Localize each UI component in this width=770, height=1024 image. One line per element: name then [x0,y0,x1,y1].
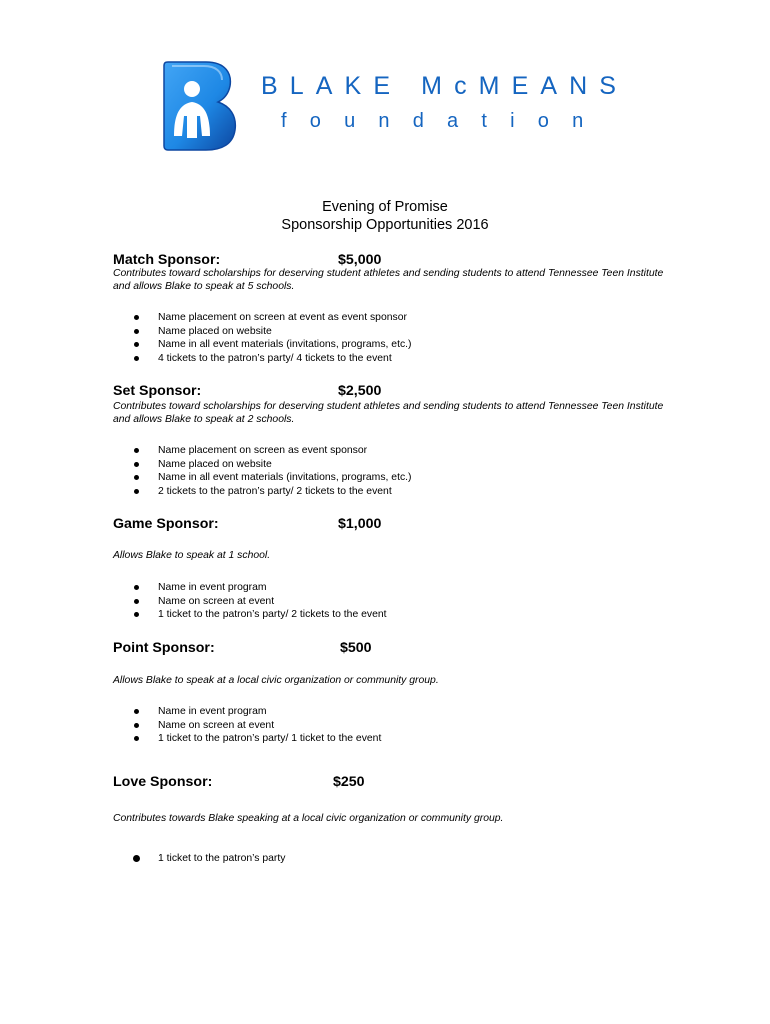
tier-description: Contributes towards Blake speaking at a local civic organization or community group. [113,813,504,824]
benefit-text: 4 tickets to the patron’s party/ 4 tickets to the event [158,352,392,364]
tier-benefits-list [113,444,412,498]
document-title: Evening of Promise [322,199,448,215]
brand-name: BLAKE McMEANS [261,72,629,100]
benefit-text: Name placed on website [158,325,272,337]
benefit-text: Name in all event materials (invitations, programs, etc.) [158,472,412,483]
tier-benefits-list [113,581,387,622]
benefit-text: Name on screen at event [158,719,275,731]
benefit-item [113,852,285,866]
benefit-text: 2 tickets to the patron’s party/ 2 tickets to the event [158,485,392,497]
tier-amount: $250 [333,774,365,790]
tier-amount: $1,000 [338,516,382,532]
document-subtitle: Sponsorship Opportunities 2016 [281,217,489,233]
benefit-item [113,458,412,472]
tier-benefits-list [113,705,381,746]
benefit-item [113,444,412,458]
bullet-icon [134,356,139,361]
brand-subtitle: foundation [281,110,607,132]
benefit-text: 1 ticket to the patron’s party [158,853,286,864]
bullet-icon [134,736,139,741]
benefit-item [113,608,387,622]
benefit-item [113,732,381,746]
benefit-text: 1 ticket to the patron’s party/ 2 tickets to the event [158,609,387,620]
bullet-icon [134,462,139,467]
benefit-item [113,581,387,595]
tier-description: Allows Blake to speak at a local civic organization or community group. [113,675,439,686]
tier-benefits-list [113,852,285,866]
bullet-icon [134,475,139,480]
bullet-icon [134,448,139,453]
benefit-text: Name placement on screen at event as event sponsor [158,312,407,323]
bullet-icon [134,329,139,334]
bullet-icon [134,342,139,347]
tier-name: Game Sponsor: [113,516,219,532]
benefit-text: Name in event program [158,582,267,593]
bullet-icon [134,585,139,590]
tier-amount: $5,000 [338,252,382,268]
benefit-text: Name in event program [158,706,267,717]
tier-amount: $500 [340,640,372,656]
tier-name: Set Sponsor: [113,383,202,399]
tier-name: Match Sponsor: [113,252,221,268]
foundation-logo [162,60,238,152]
benefit-item [113,352,412,366]
bullet-icon [134,612,139,617]
benefit-item [113,705,381,719]
benefit-item [113,471,412,485]
benefit-text: Name on screen at event [158,595,275,607]
benefit-item [113,719,381,733]
benefit-item [113,485,412,499]
benefit-text: Name placed on website [158,458,272,470]
tier-name: Love Sponsor: [113,774,213,790]
tier-benefits-list [113,311,412,365]
bullet-icon [134,489,139,494]
tier-description: Contributes toward scholarships for deserving student athletes and sending students to attend Tennessee Teen Institute and allows Blake to speak at 2 schools. [113,401,664,426]
tier-amount: $2,500 [338,383,382,399]
benefit-item [113,595,387,609]
tier-name: Point Sponsor: [113,640,215,656]
bullet-icon [134,709,139,714]
tier-description: Contributes toward scholarships for deserving student athletes and sending students to attend Tennessee Teen Institute and allows Blake to speak at 5 schools. [113,268,664,293]
bullet-icon [133,855,140,862]
benefit-text: Name in all event materials (invitations, programs, etc.) [158,339,412,350]
benefit-item [113,311,412,325]
bullet-icon [134,315,139,320]
bullet-icon [134,723,139,728]
bullet-icon [134,599,139,604]
benefit-item [113,325,412,339]
benefit-text: 1 ticket to the patron’s party/ 1 ticket to the event [158,733,382,744]
benefit-item [113,338,412,352]
benefit-text: Name placement on screen as event sponsor [158,445,368,456]
tier-description: Allows Blake to speak at 1 school. [113,550,271,561]
